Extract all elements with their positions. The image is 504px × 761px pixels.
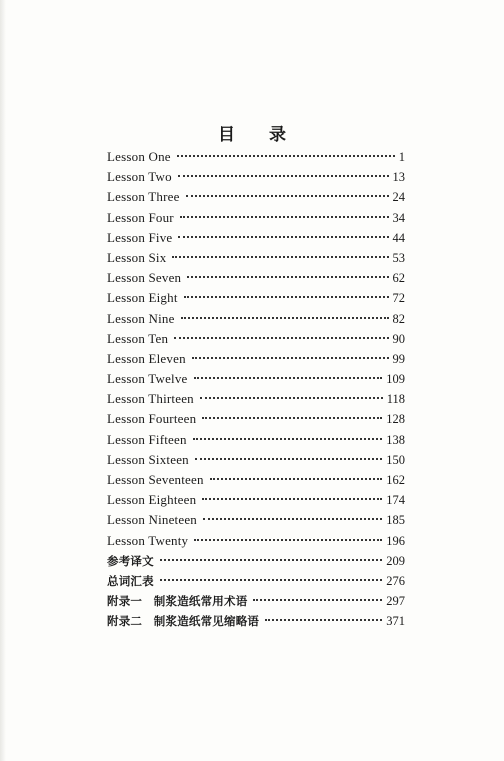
toc-entry-title: Lesson Ten bbox=[107, 330, 169, 346]
toc-leader-dots bbox=[194, 539, 382, 541]
toc-entry-page: 138 bbox=[386, 432, 405, 447]
toc-entry-glossary[interactable] bbox=[107, 571, 405, 591]
toc-entry[interactable] bbox=[107, 531, 405, 551]
toc-entry-page: 128 bbox=[386, 412, 405, 427]
toc-entry-page: 44 bbox=[392, 230, 405, 245]
toc-entry[interactable] bbox=[107, 349, 405, 369]
toc-entry-title: Lesson Seven bbox=[107, 270, 182, 286]
toc-entry-title: Lesson Five bbox=[107, 229, 173, 245]
toc-entry-title: 总词汇表 bbox=[107, 573, 154, 588]
toc-leader-dots bbox=[178, 236, 388, 238]
toc-entry[interactable] bbox=[107, 409, 405, 429]
toc-entry-title: 附录一 制浆造纸常用术语 bbox=[107, 594, 248, 609]
toc-leader-dots bbox=[210, 478, 383, 480]
toc-entry-title: Lesson Nineteen bbox=[107, 512, 198, 528]
toc-entry-title: Lesson Fifteen bbox=[107, 431, 187, 447]
toc-entry-title: Lesson Four bbox=[107, 209, 174, 225]
toc-entry-title: Lesson Twenty bbox=[107, 532, 189, 548]
toc-entry-title: Lesson Sixteen bbox=[107, 451, 189, 467]
table-of-contents bbox=[107, 147, 405, 632]
toc-leader-dots bbox=[184, 296, 389, 298]
toc-leader-dots bbox=[202, 417, 382, 419]
toc-entry-title: Lesson Three bbox=[107, 189, 180, 205]
toc-entry-page: 13 bbox=[392, 170, 405, 185]
page-edge-shadow bbox=[0, 0, 6, 761]
toc-entry[interactable] bbox=[107, 167, 405, 187]
toc-entry-page: 185 bbox=[386, 513, 405, 528]
toc-entry-page: 90 bbox=[392, 331, 405, 346]
toc-entry-page: 174 bbox=[386, 493, 405, 508]
toc-entry-title: Lesson Fourteen bbox=[107, 411, 197, 427]
toc-entry-page: 209 bbox=[386, 553, 405, 568]
toc-leader-dots bbox=[202, 498, 382, 500]
toc-leader-dots bbox=[186, 195, 389, 197]
toc-entry[interactable] bbox=[107, 228, 405, 248]
toc-entry[interactable] bbox=[107, 470, 405, 490]
toc-entry-page: 109 bbox=[386, 372, 405, 387]
toc-entry[interactable] bbox=[107, 430, 405, 450]
toc-entry[interactable] bbox=[107, 208, 405, 228]
toc-leader-dots bbox=[160, 579, 382, 581]
toc-leader-dots bbox=[181, 317, 389, 319]
toc-entry[interactable] bbox=[107, 268, 405, 288]
toc-entry-title: Lesson Eleven bbox=[107, 350, 186, 366]
toc-entry[interactable] bbox=[107, 288, 405, 308]
toc-leader-dots bbox=[160, 559, 382, 561]
toc-leader-dots bbox=[187, 276, 388, 278]
toc-entry[interactable] bbox=[107, 187, 405, 207]
toc-entry-reference-translation[interactable] bbox=[107, 551, 405, 571]
toc-entry-page: 99 bbox=[392, 351, 405, 366]
toc-leader-dots bbox=[195, 458, 382, 460]
toc-entry-title: Lesson Two bbox=[107, 169, 172, 185]
toc-leader-dots bbox=[172, 256, 388, 258]
toc-entry-title: Lesson Seventeen bbox=[107, 472, 204, 487]
toc-leader-dots bbox=[180, 216, 389, 218]
toc-entry-title: Lesson Twelve bbox=[107, 371, 188, 387]
toc-leader-dots bbox=[265, 619, 382, 621]
toc-entry-title: Lesson Thirteen bbox=[107, 391, 194, 407]
toc-entry-page: 196 bbox=[386, 533, 405, 548]
toc-entry-page: 371 bbox=[386, 614, 405, 629]
toc-entry-page: 34 bbox=[392, 210, 405, 225]
toc-entry-title: 附录二 制浆造纸常见缩略语 bbox=[107, 614, 260, 629]
toc-entry-page: 150 bbox=[386, 452, 405, 467]
toc-leader-dots bbox=[253, 599, 382, 601]
toc-entry[interactable] bbox=[107, 389, 405, 409]
toc-entry-page: 276 bbox=[386, 573, 405, 588]
toc-entry[interactable] bbox=[107, 248, 405, 268]
toc-entry[interactable] bbox=[107, 510, 405, 530]
toc-leader-dots bbox=[192, 357, 389, 359]
toc-entry-title: Lesson One bbox=[107, 149, 171, 164]
toc-leader-dots bbox=[193, 438, 383, 440]
toc-entry[interactable] bbox=[107, 450, 405, 470]
toc-entry-title: Lesson Eighteen bbox=[107, 492, 197, 508]
toc-entry-appendix-1[interactable] bbox=[107, 591, 405, 611]
toc-leader-dots bbox=[177, 155, 395, 157]
toc-leader-dots bbox=[178, 175, 389, 177]
toc-leader-dots bbox=[174, 337, 388, 339]
toc-entry-title: Lesson Six bbox=[107, 249, 167, 265]
toc-entry-page: 118 bbox=[386, 392, 405, 407]
toc-entry-title: Lesson Nine bbox=[107, 310, 175, 326]
toc-entry-appendix-2[interactable] bbox=[107, 611, 405, 631]
toc-entry[interactable] bbox=[107, 369, 405, 389]
toc-leader-dots bbox=[194, 377, 383, 379]
toc-entry[interactable] bbox=[107, 309, 405, 329]
toc-entry-page: 297 bbox=[386, 594, 405, 609]
toc-entry-title: Lesson Eight bbox=[107, 290, 178, 306]
toc-entry-title: 参考译文 bbox=[107, 553, 154, 568]
toc-entry[interactable] bbox=[107, 147, 405, 167]
toc-entry-page: 82 bbox=[392, 311, 405, 326]
toc-entry-page: 1 bbox=[398, 150, 405, 164]
toc-entry-page: 24 bbox=[392, 190, 405, 205]
toc-entry-page: 53 bbox=[392, 250, 405, 265]
page-title: 目 录 bbox=[218, 125, 300, 145]
toc-entry[interactable] bbox=[107, 490, 405, 510]
toc-entry-page: 62 bbox=[392, 271, 405, 286]
toc-entry-page: 72 bbox=[392, 291, 405, 306]
toc-leader-dots bbox=[203, 518, 382, 520]
toc-leader-dots bbox=[200, 397, 383, 399]
toc-entry[interactable] bbox=[107, 329, 405, 349]
toc-entry-page: 162 bbox=[386, 473, 405, 487]
